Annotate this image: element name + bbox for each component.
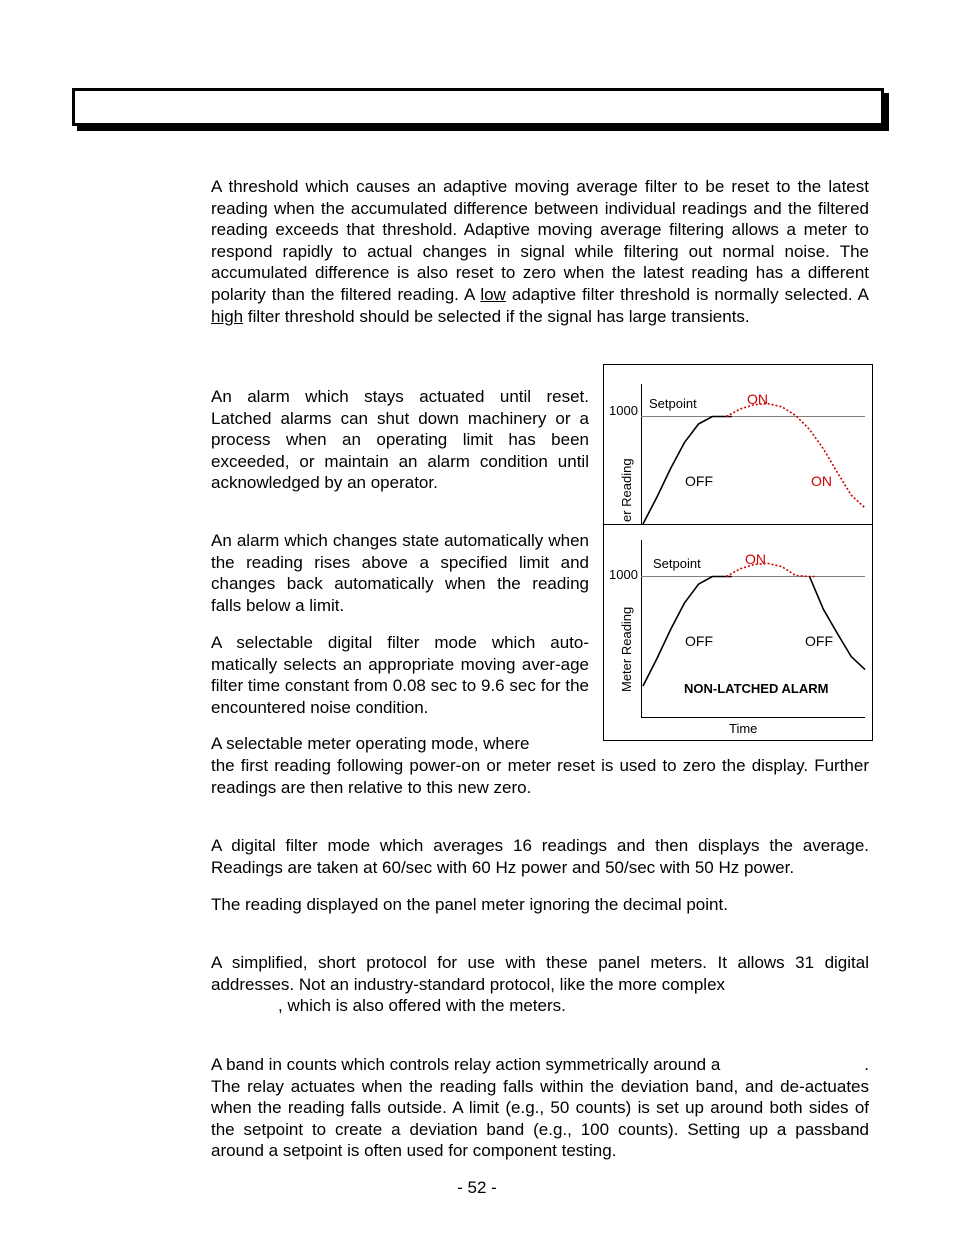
annotation-off: OFF — [685, 633, 713, 649]
annotation-off-right: OFF — [805, 633, 833, 649]
auto-filter-definition — [211, 632, 589, 718]
definition-text: , which is also offered with the meters. — [278, 996, 566, 1016]
alarm-figure — [603, 364, 873, 741]
definition-text: An alarm which stays actuated until reset. Latched alarms can shut down machinery or a process when an operating limit has been exceeded, or maintain an alarm condition until acknowledged by an operator. — [211, 387, 589, 493]
page-number: - 52 - — [457, 1178, 497, 1197]
counts-definition — [211, 894, 869, 916]
annotation-on: ON — [745, 551, 766, 567]
y-axis-label: Meter Reading — [619, 606, 634, 692]
high-word: high — [211, 306, 244, 326]
definition-text: A band in counts which controls relay action symmetrically around a — [211, 1055, 721, 1074]
definition-text: filter threshold should be selected if the signal has large transients. — [243, 306, 750, 326]
annotation-on-right: ON — [811, 473, 832, 489]
y-tick-label: 1000 — [609, 567, 638, 582]
deviation-band-definition — [211, 1054, 869, 1162]
alarm-figure-svg — [603, 364, 873, 741]
annotation-off: OFF — [685, 473, 713, 489]
annotation-on: ON — [747, 391, 768, 407]
batch-average-definition — [211, 835, 869, 878]
auto-zero-definition-rest — [211, 755, 869, 798]
setpoint-label: Setpoint — [653, 556, 701, 571]
non-latched-alarm-definition — [211, 530, 589, 616]
definition-text: A selectable digital filter mode which auto-matically selects an appropriate moving aver-age filter time constant from 0.08 sec to 9.6 sec for the encountered noise condition. — [211, 633, 589, 717]
definition-text: The relay actuates when the reading falls within the deviation band, and de-actuates when the reading falls outside. A limit (e.g., 50 counts) is set up around both sides of the setpoint to create a deviation band (e.g., 100 counts). Setting up a passband around a setpoint is often used for component testing. — [211, 1076, 869, 1161]
definition-text: The reading displayed on the panel meter ignoring the decimal point. — [211, 895, 728, 914]
definition-text: An alarm which changes state automatically when the reading rises above a specified limit and changes back automatically when the reading falls below a limit. — [211, 531, 589, 615]
definition-text: A digital filter mode which averages 16 readings and then displays the average. Readings are taken at 60/sec with 60 Hz power and 50/sec with 50 Hz power. — [211, 836, 869, 877]
definition-text: A threshold which causes an adaptive moving average filter to be reset to the latest reading when the accumulated difference between individual readings and the filtered reading exceeds that threshold. Adaptive moving average filtering allows a meter to respond rapidly to actual changes in signal while filtering out normal noise. The accumulated difference is also reset to zero when the latest reading has a different polarity than the filtered reading. A — [211, 177, 869, 304]
auto-zero-definition-first-line — [211, 733, 589, 755]
y-axis-label: er Reading — [619, 458, 634, 522]
custom-ascii-definition — [211, 952, 869, 1017]
definition-text: A simplified, short protocol for use with these panel meters. It allows 31 digital addresses. Not an industry-standard protocol, like the more complex — [211, 953, 869, 994]
first-line — [211, 1054, 869, 1076]
section-header-box — [72, 88, 884, 126]
blank-gap — [720, 1054, 864, 1076]
x-axis-label: Time — [729, 721, 758, 736]
adaptive-filter-threshold-definition — [211, 176, 869, 327]
definition-text: . — [864, 1055, 869, 1074]
definition-text: A selectable meter operating mode, where — [211, 734, 530, 753]
latched-alarm-definition — [211, 386, 589, 494]
chart-title: NON-LATCHED ALARM — [684, 681, 829, 696]
setpoint-label: Setpoint — [649, 396, 697, 411]
definition-text: adaptive filter threshold is normally selected. A — [505, 284, 869, 304]
definition-text: the first reading following power-on or meter reset is used to zero the display. Further readings are then relative to this new zero. — [211, 756, 869, 797]
y-tick-label: 1000 — [609, 403, 638, 418]
low-word: low — [480, 284, 506, 304]
